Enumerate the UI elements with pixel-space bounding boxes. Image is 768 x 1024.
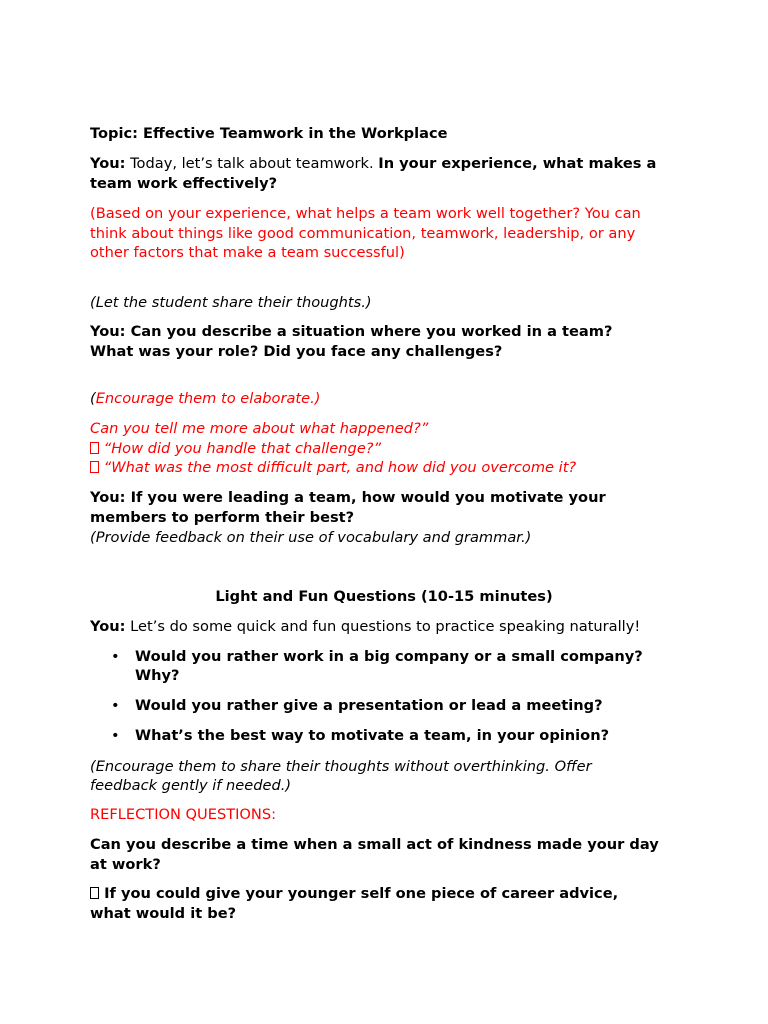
topic-heading: Topic: Effective Teamwork in the Workplace — [90, 125, 448, 142]
encourage-text: Encourage them to elaborate.) — [95, 390, 321, 407]
reflection-title: REFLECTION QUESTIONS: — [90, 806, 277, 823]
feedback-note: (Provide feedback on their use of vocabulary and grammar.) — [90, 529, 532, 546]
reflection-q1-line1: Can you describe a time when a small act of kindness made your day — [90, 836, 659, 853]
section-title: Light and Fun Questions (10-15 minutes) — [215, 588, 553, 605]
reflection-q2-line1 — [90, 884, 618, 904]
encourage-line — [90, 389, 320, 409]
bullet-2: Would you rather give a presentation or lead a meeting? — [135, 697, 603, 714]
missing-glyph-icon — [90, 887, 99, 899]
q2-line1 — [90, 322, 612, 342]
followup-text-3: “What was the most difficult part, and how did you overcome it? — [99, 459, 577, 476]
bullet-3: What’s the best way to motivate a team, in your opinion? — [135, 727, 610, 744]
q2-question: Can you describe a situation where you worked in a team? — [125, 323, 613, 340]
q2-line2: What was your role? Did you face any challenges? — [90, 343, 503, 360]
followup-line1: Can you tell me more about what happened?” — [90, 420, 429, 437]
reflection-q2-text: If you could give your younger self one piece of career advice, — [99, 885, 619, 902]
q1-hint-line3: other factors that make a team successful) — [90, 244, 405, 261]
reflection-q1-line2: at work? — [90, 856, 161, 873]
encourage-note-line1: (Encourage them to share their thoughts without overthinking. Offer — [90, 758, 592, 775]
bullet-1-line2: Why? — [135, 667, 180, 684]
speaker-label: You: — [90, 155, 126, 172]
q1-line2: team work effectively? — [90, 175, 278, 192]
bullet-marker: • — [111, 727, 120, 744]
encourage-paren: ( — [90, 390, 96, 407]
encourage-note-line2: feedback gently if needed.) — [90, 777, 292, 794]
followup-text-2: “How did you handle that challenge?” — [99, 440, 382, 457]
q3-line1 — [90, 488, 606, 508]
q1-line1 — [90, 154, 656, 174]
q3-line2: members to perform their best? — [90, 509, 355, 526]
q1-intro: Today, let’s talk about teamwork. — [125, 155, 379, 172]
bullet-marker: • — [111, 697, 120, 714]
missing-glyph-icon — [90, 442, 99, 454]
q3-question: If you were leading a team, how would you motivate your — [125, 489, 606, 506]
fun-intro-text: Let’s do some quick and fun questions to practice speaking naturally! — [125, 618, 641, 635]
q1-question: In your experience, what makes a — [378, 155, 657, 172]
speaker-label: You: — [90, 323, 126, 340]
bullet-marker: • — [111, 648, 120, 665]
bullet-1-line1: Would you rather work in a big company or a small company? — [135, 648, 643, 665]
fun-intro-line — [90, 617, 640, 637]
student-note: (Let the student share their thoughts.) — [90, 294, 372, 311]
q1-hint-line1: (Based on your experience, what helps a team work well together? You can — [90, 205, 641, 222]
q1-hint-line2: think about things like good communication, teamwork, leadership, or any — [90, 225, 636, 242]
followup-line3 — [90, 458, 576, 478]
followup-line2 — [90, 439, 381, 459]
reflection-q2-line2: what would it be? — [90, 905, 237, 922]
speaker-label: You: — [90, 489, 126, 506]
speaker-label: You: — [90, 618, 126, 635]
missing-glyph-icon — [90, 461, 99, 473]
